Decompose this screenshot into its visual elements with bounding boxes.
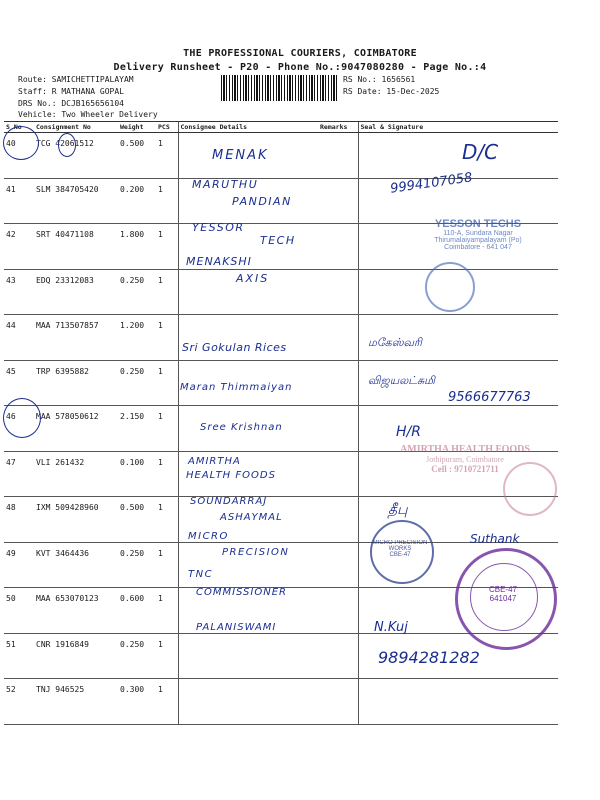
cell-weight: 0.250 <box>118 542 156 588</box>
handwritten-signature: தீபு <box>388 502 408 518</box>
cell-pcs: 1 <box>156 133 178 179</box>
cell-remarks <box>318 178 358 224</box>
handwritten-consignee: Sri Gokulan Rices <box>182 341 287 354</box>
yesson-stamp <box>398 218 558 251</box>
cell-sno: 42 <box>4 224 34 270</box>
cell-sno: 45 <box>4 360 34 406</box>
cell-pcs: 1 <box>156 178 178 224</box>
stamp-line: CBE-47 <box>488 585 517 594</box>
cell-pcs: 1 <box>156 451 178 497</box>
stamp-line: 110-A, Sundara Nagar <box>443 230 513 237</box>
cell-consignment: VLI 261432 <box>34 451 118 497</box>
handwritten-signature: Suthank <box>470 532 520 546</box>
cell-sno: 46 <box>4 406 34 452</box>
cell-consignment: TNJ 946525 <box>34 679 118 725</box>
cell-pcs: 1 <box>156 588 178 634</box>
cell-weight: 0.600 <box>118 588 156 634</box>
header-sno: S No <box>4 122 34 133</box>
cell-sno: 50 <box>4 588 34 634</box>
cell-remarks <box>318 633 358 679</box>
handwritten-signature: N.Kuj <box>374 620 408 635</box>
cell-pcs: 1 <box>156 360 178 406</box>
handwritten-consignee: MENAK <box>212 148 269 163</box>
cell-weight: 0.300 <box>118 679 156 725</box>
cell-pcs: 1 <box>156 315 178 361</box>
cell-weight: 0.250 <box>118 633 156 679</box>
handwritten-consignee: HEALTH FOODS <box>186 470 276 481</box>
cell-remarks <box>318 679 358 725</box>
handwritten-signature: 9994107058 <box>389 170 474 197</box>
barcode <box>221 75 337 101</box>
pen-circle <box>3 398 41 438</box>
cell-consignee <box>178 679 318 725</box>
cell-consignment: TCG 42061512 <box>34 133 118 179</box>
stamp-line: MICRO PRECISION WORKS <box>372 540 428 552</box>
handwritten-consignee: ASHAYMAL <box>220 512 283 523</box>
cell-signature <box>358 679 558 725</box>
cell-remarks <box>318 133 358 179</box>
cell-pcs: 1 <box>156 406 178 452</box>
stamp-line: AMIRTHA HEALTH FOODS <box>400 444 530 455</box>
cell-sno: 41 <box>4 178 34 224</box>
cell-consignment: MAA 653070123 <box>34 588 118 634</box>
drs-label: DRS No.: DCJB165656104 <box>18 99 124 108</box>
cell-consignment: KVT 3464436 <box>34 542 118 588</box>
header-signature: Seal & Signature <box>358 122 558 133</box>
route-label: Route: SAMICHETTIPALAYAM <box>18 75 134 84</box>
cell-pcs: 1 <box>156 224 178 270</box>
cell-sno: 52 <box>4 679 34 725</box>
rs-date: RS Date: 15-Dec-2025 <box>343 87 440 96</box>
cell-pcs: 1 <box>156 542 178 588</box>
document-subtitle: Delivery Runsheet - P20 - Phone No.:9047080280 - Page No.:4 <box>113 62 487 73</box>
cell-weight: 0.500 <box>118 497 156 543</box>
stamp-line: Jothipuram, Coimbatore <box>426 455 504 464</box>
cell-remarks <box>318 315 358 361</box>
header-remarks: Remarks <box>318 122 358 133</box>
handwritten-phone: 9894281282 <box>378 648 480 667</box>
handwritten-consignee: TECH <box>260 234 296 247</box>
handwritten-consignee: MENAKSHI <box>186 255 252 268</box>
cell-sno: 47 <box>4 451 34 497</box>
cell-pcs: 1 <box>156 633 178 679</box>
cell-weight: 0.100 <box>118 451 156 497</box>
cell-remarks <box>318 269 358 315</box>
handwritten-consignee: AXIS <box>236 272 270 285</box>
cell-weight: 0.500 <box>118 133 156 179</box>
handwritten-consignee: MICRO <box>188 531 229 542</box>
cell-consignment: TRP 6395882 <box>34 360 118 406</box>
cell-pcs: 1 <box>156 497 178 543</box>
cell-consignment: MAA 578050612 <box>34 406 118 452</box>
handwritten-consignee: SOUNDARRAJ <box>190 496 268 507</box>
cell-remarks <box>318 542 358 588</box>
stamp-line: Coimbatore - 641 047 <box>444 244 512 251</box>
header-consignee: Consignee Details <box>178 122 318 133</box>
staff-label: Staff: R MATHANA GOPAL <box>18 87 124 96</box>
cell-consignment: CNR 1916849 <box>34 633 118 679</box>
document-title: THE PROFESSIONAL COURIERS, COIMBATORE <box>183 48 417 59</box>
handwritten-signature: D/C <box>462 140 499 164</box>
cell-remarks <box>318 451 358 497</box>
cell-pcs: 1 <box>156 269 178 315</box>
handwritten-signature: H/R <box>396 424 421 440</box>
handwritten-consignee: Maran Thimmaiyan <box>180 382 293 393</box>
cell-sno: 51 <box>4 633 34 679</box>
stamp-line: YESSON TECHS <box>434 218 522 230</box>
cell-remarks <box>318 497 358 543</box>
cell-consignment: SRT 40471108 <box>34 224 118 270</box>
cell-remarks <box>318 224 358 270</box>
rs-number: RS No.: 1656561 <box>343 75 416 84</box>
header-pcs: PCS <box>156 122 178 133</box>
cell-weight: 0.250 <box>118 269 156 315</box>
cell-weight: 0.250 <box>118 360 156 406</box>
header-weight: Weight <box>118 122 156 133</box>
cell-weight: 0.200 <box>118 178 156 224</box>
cell-consignee <box>178 633 318 679</box>
cell-sno: 40 <box>4 133 34 179</box>
cell-consignment: EDQ 23312083 <box>34 269 118 315</box>
handwritten-consignee: TNC <box>188 569 214 580</box>
handwritten-signature: விஜயலட்சுமி <box>368 374 436 387</box>
handwritten-consignee: AMIRTHA <box>188 456 241 467</box>
handwritten-consignee: Sree Krishnan <box>200 422 283 433</box>
cell-consignment: SLM 384705420 <box>34 178 118 224</box>
table-row <box>4 679 558 725</box>
cell-consignment: IXM 509428960 <box>34 497 118 543</box>
handwritten-consignee: PALANISWAMI <box>196 622 277 633</box>
table-row <box>4 269 558 315</box>
pen-circle <box>3 126 39 160</box>
handwritten-consignee: COMMISSIONER <box>196 587 287 598</box>
cell-consignment: MAA 713507857 <box>34 315 118 361</box>
cell-weight: 1.800 <box>118 224 156 270</box>
cell-remarks <box>318 360 358 406</box>
cell-weight: 2.150 <box>118 406 156 452</box>
cell-weight: 1.200 <box>118 315 156 361</box>
cell-sno: 44 <box>4 315 34 361</box>
axis-seal <box>425 262 475 312</box>
vehicle-label: Vehicle: Two Wheeler Delivery <box>18 110 158 119</box>
handwritten-consignee: YESSOR <box>192 221 245 234</box>
table-header-row <box>4 122 558 133</box>
amirtha-round-seal <box>503 462 557 516</box>
cell-sno: 48 <box>4 497 34 543</box>
stamp-line: 641047 <box>489 594 517 603</box>
stamp-line: CBE-47 <box>389 552 411 558</box>
handwritten-consignee: PRECISION <box>222 547 290 558</box>
pen-circle <box>58 133 76 157</box>
handwritten-consignee: MARUTHU <box>192 178 259 191</box>
header-consignment: Consignment No <box>34 122 118 133</box>
handwritten-signature: 9566677763 <box>448 390 531 405</box>
handwritten-signature: மகேஸ்வரி <box>368 336 422 349</box>
cell-sno: 43 <box>4 269 34 315</box>
cell-pcs: 1 <box>156 679 178 725</box>
cell-remarks <box>318 588 358 634</box>
tamil-seal-text <box>470 585 536 603</box>
cell-sno: 49 <box>4 542 34 588</box>
stamp-line: Cell : 9710721711 <box>431 464 499 474</box>
cell-remarks <box>318 406 358 452</box>
handwritten-consignee: PANDIAN <box>232 195 292 208</box>
stamp-line: Thirumalaiyampalayam (Po) <box>434 237 522 244</box>
micro-seal-text <box>366 540 434 558</box>
